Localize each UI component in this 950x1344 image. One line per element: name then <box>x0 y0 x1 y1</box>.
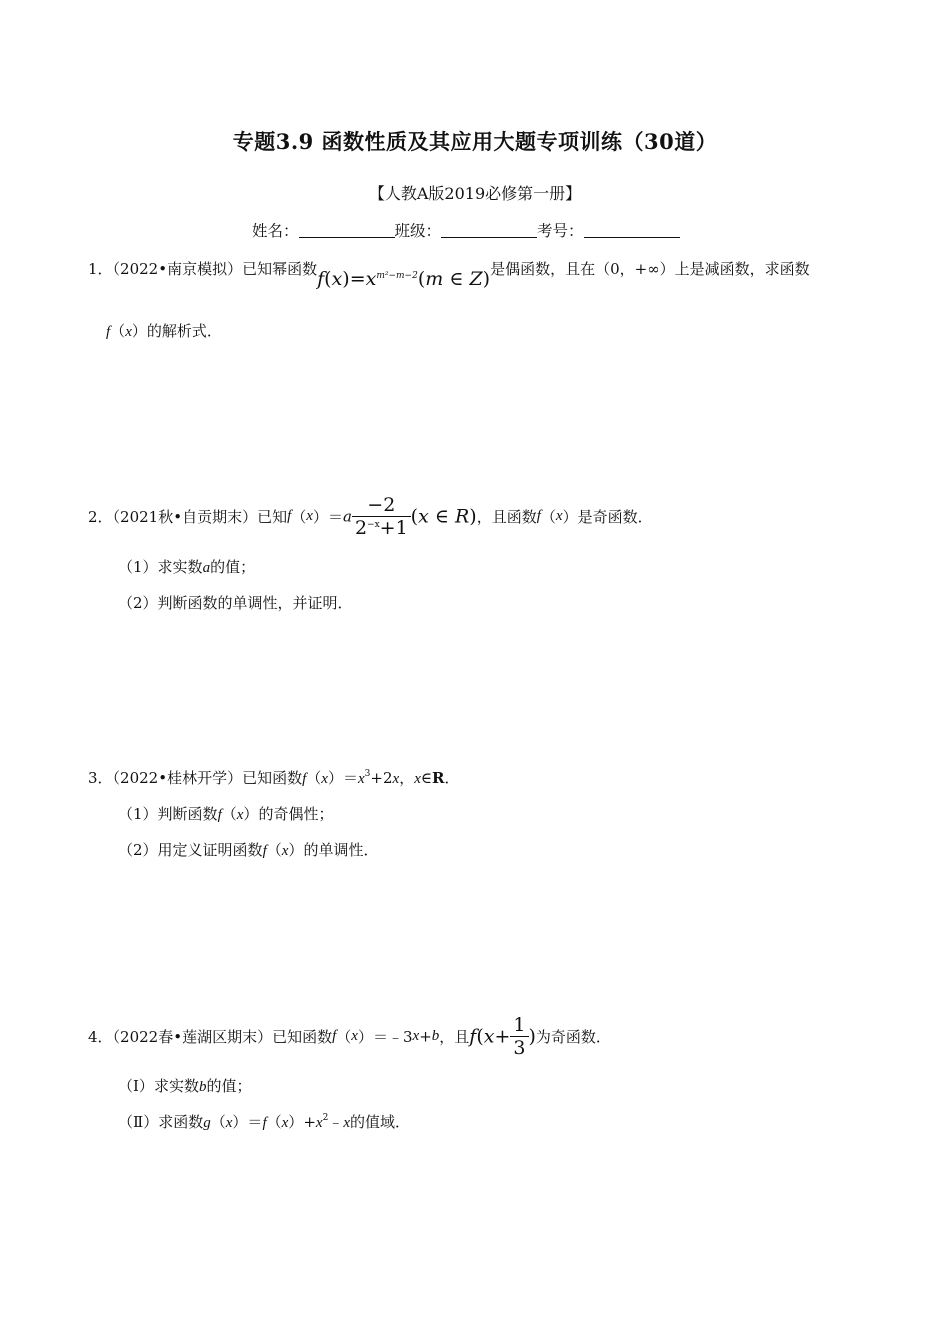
question-3-source: （2022•桂林开学） <box>112 769 243 787</box>
q2-part2-text: 判断函数的单调性，并证明． <box>157 594 353 612</box>
q4-part1-var: b <box>198 1079 207 1095</box>
q2-den-tail: +1 <box>379 517 408 539</box>
q3-eq: ＝ <box>342 769 358 787</box>
q2-part1-text-post: 的值； <box>210 558 256 576</box>
document-subtitle: 【人教A版2019必修第一册】 <box>368 184 582 203</box>
q2-part1-label: （1） <box>118 558 158 576</box>
q2-domain-in: ∈ <box>434 505 449 528</box>
q4-frac-denominator: 3 <box>510 1036 528 1059</box>
class-blank[interactable] <box>441 223 537 238</box>
q2-x-2: x <box>555 508 563 524</box>
q2-domain-x: x <box>418 505 429 528</box>
q4-part1-text: 求实数 <box>153 1077 199 1095</box>
q2-text-suffix: 是奇函数． <box>577 508 653 526</box>
q3-x: x <box>321 771 328 787</box>
exam-no-blank[interactable] <box>584 223 680 238</box>
q2-fraction <box>352 494 411 539</box>
q3-end: ． <box>444 769 460 787</box>
q4-part2-x3: x <box>315 1115 323 1131</box>
question-2-part-1 <box>118 556 255 577</box>
question-1-text-suffix: 是偶函数，且在（0，+∞）上是减函数，求函数 <box>490 260 810 278</box>
q3-expr-exp: 3 <box>364 769 371 779</box>
q2-den-base: 2 <box>354 517 368 539</box>
q4-part2-text: 求函数 <box>158 1113 204 1131</box>
q1-f: f <box>106 324 111 340</box>
q4-expr-b: b <box>431 1028 440 1044</box>
q3-sep: ， <box>399 769 415 787</box>
q4-eq: ＝ <box>372 1028 388 1046</box>
formula-base: x <box>365 268 377 290</box>
formula-Z: Z <box>469 268 483 290</box>
question-4-stem: 4．（2022春•莲湖区期末）已知函数f（x）＝﹣3x+b，且f(x+ $\frac{1}{3}$ )为奇函数． <box>88 1014 611 1059</box>
question-1-text-line2: 的解析式． <box>146 322 222 340</box>
question-2-number: 2． <box>88 508 113 526</box>
class-label: 班级： <box>394 222 442 240</box>
formula-f: f <box>317 268 325 290</box>
q3-part2-label: （2） <box>118 841 158 859</box>
question-1-stem <box>88 257 810 290</box>
q4-part2-x: x <box>225 1115 233 1131</box>
q4-part2-f: f <box>262 1115 267 1131</box>
formula-x: x <box>331 268 343 290</box>
q3-part1-text: 判断函数 <box>157 805 218 823</box>
question-1-text: 已知幂函数 <box>242 260 318 278</box>
document-title: 专题3.9 函数性质及其应用大题专项训练（30道） <box>232 129 718 154</box>
q2-f: f <box>287 508 292 524</box>
exam-no-label: 考号： <box>537 222 584 240</box>
question-2-stem: 2．（2021秋•自贡期末）已知f（x）＝a $\frac{-2}{2^{-x}+1}$ (x ∈ R)，且函数f（x）是奇函数． <box>88 494 653 539</box>
q4-shift-plus: + <box>494 1025 511 1048</box>
q2-x: x <box>306 508 313 524</box>
q4-part2-label: （Ⅱ） <box>118 1113 159 1131</box>
q3-f: f <box>302 771 307 787</box>
q2-eq: ＝ <box>327 508 343 526</box>
q2-text-mid: ，且函数 <box>476 508 537 526</box>
q4-text-suffix: 为奇函数． <box>535 1028 611 1046</box>
question-2-source: （2021秋•自贡期末） <box>112 508 258 526</box>
q4-part2-g: g <box>203 1115 211 1131</box>
q4-part2-plus: + <box>303 1113 316 1131</box>
q4-text-mid: ，且 <box>439 1028 470 1046</box>
q2-a: a <box>342 507 352 526</box>
question-1-line2: f（x）的解析式． <box>106 322 222 340</box>
q4-part1-label: （Ⅰ） <box>118 1077 154 1095</box>
question-3-text: 已知函数 <box>242 769 303 787</box>
question-1-source: （2022•南京模拟） <box>112 260 243 278</box>
q4-expr: ﹣3 <box>387 1028 413 1046</box>
q3-part1-f: f <box>217 807 222 823</box>
name-blank[interactable] <box>299 223 395 238</box>
q3-part1-label: （1） <box>118 805 158 823</box>
q4-part2-eq: ＝ <box>247 1113 263 1131</box>
name-label: 姓名： <box>252 222 299 240</box>
q2-domain-R: R <box>454 505 470 528</box>
q3-expr-x2: x <box>392 771 400 787</box>
q4-part2-minus: ﹣ <box>328 1113 344 1131</box>
student-info-row <box>252 219 680 241</box>
q1-x: x <box>125 324 132 340</box>
q4-part1-text-post: 的值； <box>206 1077 252 1095</box>
question-1-number: 1． <box>88 260 113 278</box>
q3-part2-f: f <box>262 843 267 859</box>
question-4-text: 已知函数 <box>272 1028 333 1046</box>
q3-expr-rest: +2 <box>370 769 393 787</box>
q3-domain-x: x <box>414 771 421 787</box>
q4-part2-text-post: 的值域． <box>349 1113 410 1131</box>
question-3-part-2: （2）用定义证明函数f（x）的单调性． <box>118 841 379 859</box>
q2-den-exp: −x <box>367 520 380 530</box>
q2-part1-var: a <box>202 560 211 576</box>
q4-f: f <box>332 1028 337 1044</box>
q3-domain-R: R <box>431 769 445 787</box>
question-4-part-1 <box>118 1075 251 1096</box>
q3-expr-x: x <box>357 771 365 787</box>
q4-shift-f: f <box>469 1025 477 1048</box>
question-1-formula: $f(x)=x^{m^2-m-2}(m$ ∈ Z) <box>317 268 491 290</box>
q4-part2-x2: x <box>281 1115 289 1131</box>
question-3-stem: 3．（2022•桂林开学）已知函数$f(x)=x^3+2x$，x∈R． <box>88 769 460 787</box>
q2-frac-denominator <box>352 516 411 539</box>
formula-m: m <box>425 268 444 290</box>
question-4-part-2: （Ⅱ）求函数$g(x)=f(x)+x^2﹣x$的值域． <box>118 1113 410 1131</box>
formula-eq: = <box>349 268 366 290</box>
question-2-part-2 <box>118 592 353 613</box>
q4-shift-x: x <box>483 1025 495 1048</box>
question-2-text: 已知 <box>257 508 288 526</box>
formula-exponent: m²−m−2 <box>376 271 418 281</box>
q4-part2-exp: 2 <box>322 1113 329 1123</box>
q2-frac-numerator: −2 <box>367 494 396 516</box>
q4-part2-x4: x <box>343 1115 350 1131</box>
q3-part1-x: x <box>236 807 244 823</box>
q4-expr-x: x <box>412 1028 420 1044</box>
question-3-number: 3． <box>88 769 113 787</box>
q2-part1-text: 求实数 <box>157 558 203 576</box>
q4-frac-numerator: 1 <box>513 1014 526 1036</box>
q2-f-2: f <box>536 508 541 524</box>
question-4-source: （2022春•莲湖区期末） <box>112 1028 273 1046</box>
formula-in: ∈ <box>449 268 464 290</box>
q2-part2-label: （2） <box>118 594 158 612</box>
q3-part2-text: 用定义证明函数 <box>157 841 263 859</box>
q3-part1-text-post: 的奇偶性； <box>258 805 334 823</box>
q4-x: x <box>351 1028 358 1044</box>
q3-part2-x: x <box>281 843 289 859</box>
question-3-part-1: （1）判断函数f（x）的奇偶性； <box>118 805 334 823</box>
q4-expr-plus: + <box>419 1027 432 1046</box>
question-4-number: 4． <box>88 1028 113 1046</box>
q4-fraction <box>510 1014 528 1059</box>
q3-part2-text-post: 的单调性． <box>303 841 379 859</box>
q3-domain-in: ∈ <box>420 769 432 787</box>
